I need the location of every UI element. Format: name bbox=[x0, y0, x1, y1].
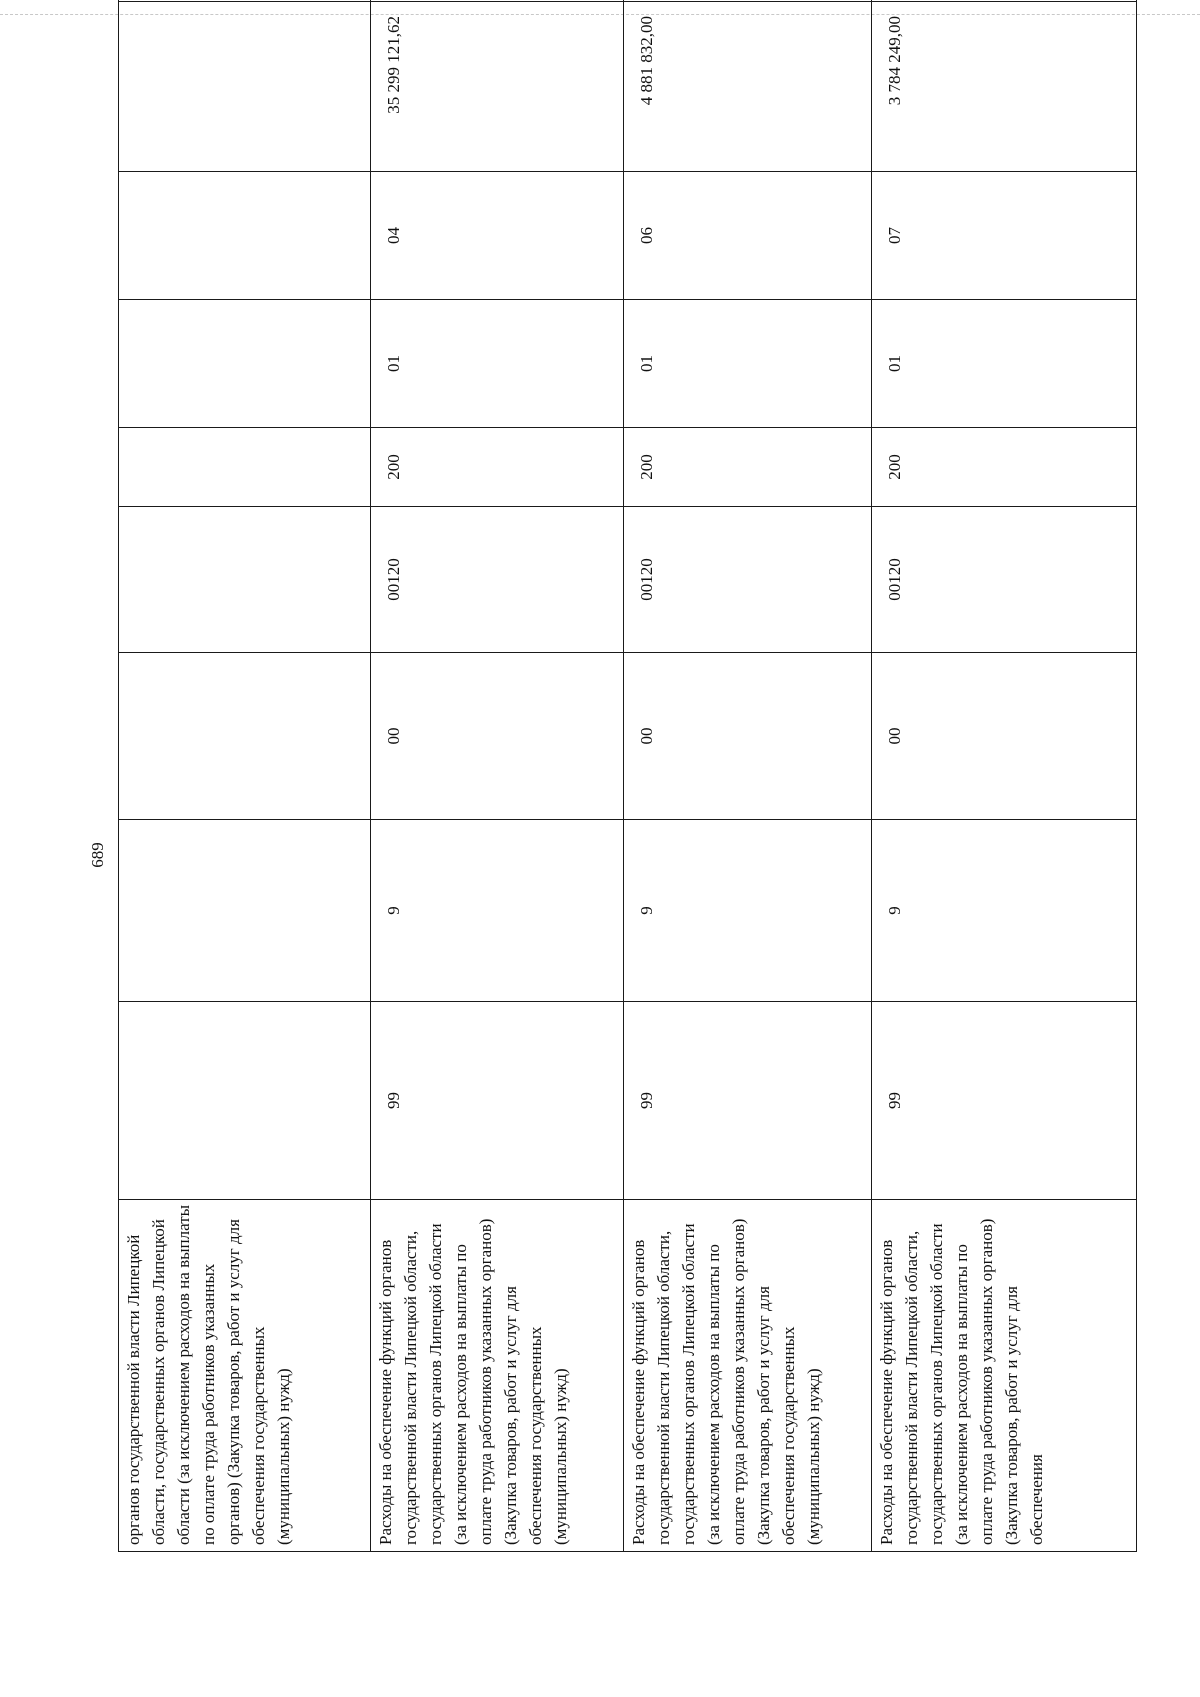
cell-main-event: 00 bbox=[872, 653, 1137, 820]
rotated-table-container bbox=[118, 16, 1096, 1552]
cell-expense-type: 200 bbox=[624, 428, 872, 507]
cell-subsection: 04 bbox=[371, 172, 623, 300]
cell-section-subsection bbox=[371, 172, 624, 428]
cell-subprogram: 9 bbox=[624, 820, 872, 1002]
cell-program: 99 bbox=[872, 1002, 1137, 1200]
cell-subprogram: 9 bbox=[371, 820, 624, 1002]
table-row bbox=[371, 0, 624, 1552]
cell-expense-type: 200 bbox=[371, 428, 624, 507]
cell-program bbox=[119, 1002, 371, 1200]
cell-section-subsection bbox=[119, 172, 371, 428]
cell-subprogram: 9 bbox=[872, 820, 1137, 1002]
page-number: 689 bbox=[88, 842, 107, 868]
cell-direction: 00120 bbox=[872, 507, 1137, 653]
cell-program: 99 bbox=[624, 1002, 872, 1200]
cell-expense-type: 200 bbox=[872, 428, 1137, 507]
table-row bbox=[624, 0, 872, 1552]
cell-subprogram bbox=[119, 820, 371, 1002]
cell-amount-2 bbox=[872, 0, 1137, 2]
cell-expense-type bbox=[119, 428, 371, 507]
cell-amount-2 bbox=[119, 0, 371, 2]
cell-section: 01 bbox=[637, 355, 656, 372]
cell-direction: 00120 bbox=[371, 507, 624, 653]
cell-amount-1 bbox=[119, 2, 371, 172]
cell-main-event bbox=[119, 653, 371, 820]
cell-section-subsection bbox=[624, 172, 872, 428]
cell-section bbox=[119, 300, 370, 427]
table-row bbox=[872, 0, 1137, 1552]
cell-amount-1: 35 299 121,62 bbox=[371, 2, 624, 172]
row-description: Расходы на обеспечение функций органов государственной власти Липецкой области, государственных органов Липецкой области (за исключением расходов на выплаты по оплате труда работников указанных органов) (Закупка товаров, работ и услуг для обеспечения государственных (муниципальных) нужд) bbox=[371, 1200, 624, 1552]
cell-subsection: 06 bbox=[624, 172, 871, 300]
cell-section-subsection bbox=[872, 172, 1137, 428]
budget-table bbox=[118, 0, 1137, 1552]
cell-main-event: 00 bbox=[371, 653, 624, 820]
cell-direction bbox=[119, 507, 371, 653]
cell-amount-2 bbox=[624, 0, 872, 2]
cell-program: 99 bbox=[371, 1002, 624, 1200]
cell-amount-1: 4 881 832,00 bbox=[624, 2, 872, 172]
cell-subsection: 07 bbox=[872, 172, 1136, 300]
cell-subsection bbox=[119, 172, 370, 300]
cell-section: 01 bbox=[384, 355, 403, 372]
cell-amount-2 bbox=[371, 0, 624, 2]
cell-direction: 00120 bbox=[624, 507, 872, 653]
cell-amount-1: 3 784 249,00 bbox=[872, 2, 1137, 172]
row-description: Расходы на обеспечение функций органов государственной власти Липецкой области, государственных органов Липецкой области (за исключением расходов на выплаты по оплате труда работников указанных органов) (Закупка товаров, работ и услуг для обеспечения bbox=[872, 1200, 1137, 1552]
cell-section: 01 bbox=[885, 355, 904, 372]
cell-main-event: 00 bbox=[624, 653, 872, 820]
row-description: Расходы на обеспечение функций органов государственной власти Липецкой области, государственных органов Липецкой области (за исключением расходов на выплаты по оплате труда работников указанных органов) (Закупка товаров, работ и услуг для обеспечения государственных (муниципальных) нужд) bbox=[624, 1200, 872, 1552]
row-description: органов государственной власти Липецкой области, государственных органов Липецкой области (за исключением расходов на выплаты по оплате труда работников указанных органов) (Закупка товаров, работ и услуг для обеспечения государственных (муниципальных) нужд) bbox=[119, 1200, 371, 1552]
table-row bbox=[119, 0, 371, 1552]
